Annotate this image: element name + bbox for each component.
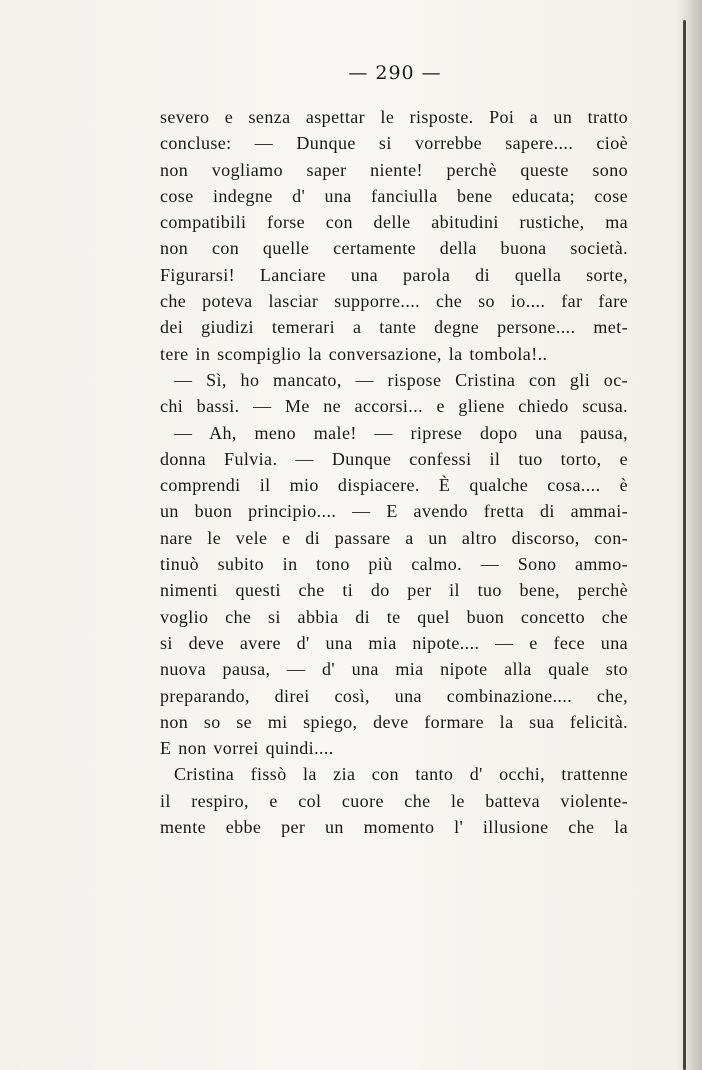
text-line: non vogliamo saper niente! perchè queste sono bbox=[160, 159, 628, 180]
page-binding-shadow bbox=[676, 0, 702, 1070]
text-line: Cristina fissò la zia con tanto d' occhi, trattenne bbox=[174, 764, 628, 785]
text-line: E non vorrei quindi.... bbox=[160, 738, 334, 759]
text-line: il respiro, e col cuore che le batteva violente- bbox=[160, 790, 628, 811]
text-line: severo e senza aspettar le risposte. Poi a un tratto bbox=[160, 107, 628, 127]
text-line: tere in scompiglio la conversazione, la tombola!.. bbox=[160, 343, 548, 364]
text-line: Figurarsi! Lanciare una parola di quella sorte, bbox=[160, 264, 628, 285]
text-line: si deve avere d' una mia nipote.... — e fece una bbox=[160, 632, 628, 653]
text-line: non so se mi spiego, deve formare la sua felicità. bbox=[160, 711, 628, 732]
text-line: donna Fulvia. — Dunque confessi il tuo torto, e bbox=[160, 448, 628, 469]
page-binding-edge bbox=[683, 20, 686, 1070]
text-line: comprendi il mio dispiacere. È qualche cosa.... è bbox=[160, 475, 628, 496]
text-line: — Ah, meno male! — riprese dopo una pausa, bbox=[174, 422, 628, 443]
text-line: un buon principio.... — E avendo fretta di ammai- bbox=[160, 501, 628, 522]
text-line: concluse: — Dunque si vorrebbe sapere.... cioè bbox=[160, 133, 628, 154]
text-line: cose indegne d' una fanciulla bene educata; cose bbox=[160, 185, 628, 206]
body-text bbox=[160, 104, 628, 840]
text-line: preparando, direi così, una combinazione.... che, bbox=[160, 685, 628, 706]
text-line: tinuò subito in tono più calmo. — Sono ammo- bbox=[160, 554, 628, 575]
text-line: mente ebbe per un momento l' illusione che la bbox=[160, 817, 628, 838]
text-line: — Sì, ho mancato, — rispose Cristina con gli oc- bbox=[174, 369, 628, 390]
text-line: che poteva lasciar supporre.... che so io.... far fare bbox=[160, 291, 628, 312]
text-line: chi bassi. — Me ne accorsi... e gliene chiedo scusa. bbox=[160, 396, 628, 417]
text-line: compatibili forse con delle abitudini rustiche, ma bbox=[160, 212, 628, 233]
text-line: non con quelle certamente della buona società. bbox=[160, 238, 628, 259]
text-line: dei giudizi temerari a tante degne persone.... met- bbox=[160, 317, 628, 338]
text-line: nuova pausa, — d' una mia nipote alla quale sto bbox=[160, 659, 628, 680]
page-number: — 290 — bbox=[348, 62, 442, 84]
text-line: nimenti questi che ti do per il tuo bene, perchè bbox=[160, 580, 628, 601]
text-line: voglio che si abbia di te quel buon concetto che bbox=[160, 606, 628, 627]
text-line: nare le vele e di passare a un altro discorso, con- bbox=[160, 527, 628, 548]
